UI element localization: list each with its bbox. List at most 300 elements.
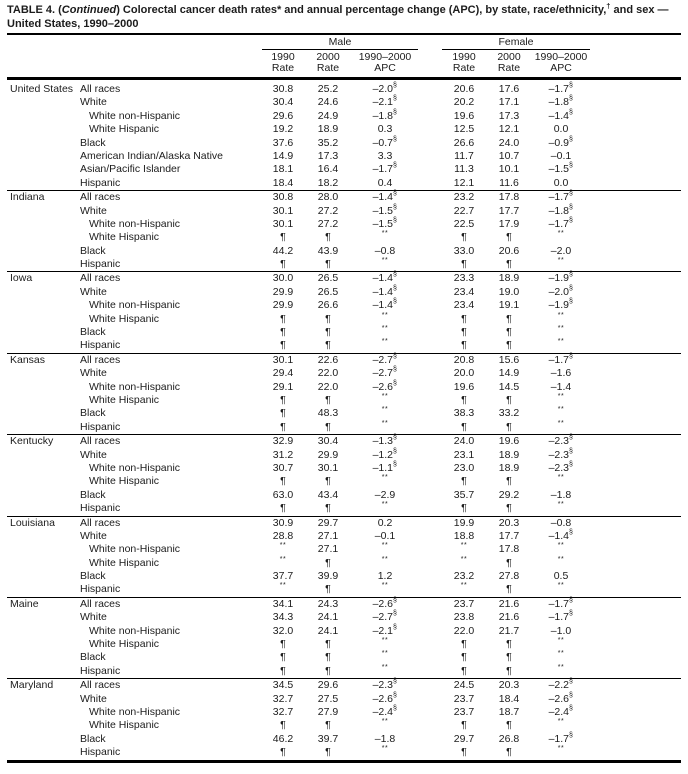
value-cell — [262, 557, 304, 570]
value-cell: 12.1 — [453, 176, 475, 189]
value-cell: 22.0 — [317, 367, 339, 380]
row-filler — [590, 435, 681, 448]
race-ethnicity-label: White non-Hispanic — [89, 461, 181, 474]
state-name-cell — [8, 421, 80, 434]
column-gap — [418, 611, 442, 624]
double-asterisk-footnote-symbol: ** — [381, 338, 389, 346]
value-cell: ¶ — [280, 638, 286, 651]
value-cell: 10.1 — [498, 163, 520, 176]
value-cell — [532, 557, 590, 570]
column-gap — [418, 367, 442, 380]
male-group-header: Male — [262, 37, 418, 50]
value-cell — [262, 583, 304, 596]
value-cell: ¶ — [461, 475, 467, 488]
race-ethnicity-label: American Indian/Alaska Native — [80, 149, 223, 162]
column-gap — [418, 218, 442, 231]
value-cell: 30.1 — [317, 461, 339, 474]
row-filler — [590, 96, 681, 109]
value-cell: 35.2 — [317, 136, 339, 149]
column-gap — [418, 502, 442, 515]
double-asterisk-footnote-symbol: ** — [557, 311, 565, 319]
value-cell: –2.0§ — [372, 82, 398, 95]
value-cell: 0.0 — [553, 123, 569, 136]
section-footnote-symbol: § — [393, 284, 398, 292]
value-cell: ¶ — [461, 420, 467, 433]
race-ethnicity-label: All races — [80, 83, 121, 95]
value-cell: 19.6 — [498, 435, 520, 448]
value-cell: –1.7§ — [548, 82, 574, 95]
section-footnote-symbol: § — [569, 190, 574, 198]
table-row — [7, 557, 681, 570]
table-row — [7, 313, 681, 326]
value-cell: ¶ — [461, 231, 467, 244]
section-footnote-symbol: § — [569, 678, 574, 686]
table-row — [7, 367, 681, 380]
value-cell: 27.1 — [317, 543, 339, 556]
table-row — [7, 502, 681, 515]
value-cell: 23.4 — [453, 285, 475, 298]
value-cell: 10.7 — [498, 149, 520, 162]
section-footnote-symbol: § — [569, 434, 574, 442]
state-name-cell — [8, 449, 80, 462]
table-row — [7, 435, 681, 448]
value-cell: 3.3 — [377, 149, 393, 162]
table-row — [7, 110, 681, 123]
race-ethnicity-label: Black — [80, 651, 106, 664]
column-gap — [418, 407, 442, 420]
section-footnote-symbol: § — [393, 434, 398, 442]
row-filler — [590, 272, 681, 285]
column-gap — [418, 258, 442, 271]
title-continued-italic: Continued — [61, 4, 117, 16]
double-asterisk-footnote-symbol: ** — [557, 555, 565, 563]
value-cell: 27.2 — [317, 217, 339, 230]
race-ethnicity-label: Black — [80, 326, 106, 339]
title-text: and sex — — [610, 4, 669, 16]
value-cell: ¶ — [506, 651, 512, 664]
race-ethnicity-label: Hispanic — [80, 339, 121, 352]
table-row — [7, 299, 681, 312]
value-cell: 20.3 — [498, 516, 520, 529]
column-gap — [418, 326, 442, 339]
state-name-cell — [8, 530, 80, 543]
value-cell — [352, 543, 418, 556]
section-footnote-symbol: § — [569, 82, 574, 89]
table-row — [7, 258, 681, 271]
value-cell: –0.1 — [374, 529, 396, 542]
value-cell: 16.4 — [317, 163, 339, 176]
row-filler — [590, 177, 681, 190]
value-cell: ¶ — [506, 664, 512, 677]
value-cell: –2.7§ — [372, 610, 398, 624]
value-cell: 17.8 — [498, 191, 520, 204]
value-cell: 30.9 — [272, 516, 294, 529]
value-cell: 19.0 — [498, 285, 520, 298]
value-cell — [352, 583, 418, 596]
value-cell: ¶ — [506, 258, 512, 271]
row-filler — [590, 475, 681, 488]
value-cell: –1.8 — [550, 488, 572, 501]
column-gap — [418, 339, 442, 352]
column-gap — [418, 651, 442, 664]
state-name-cell — [8, 706, 80, 719]
value-cell: 34.5 — [272, 679, 294, 692]
value-cell: 21.6 — [498, 597, 520, 610]
title-text: ) Colorectal cancer death rates* and annual percentage change (APC), by state, race/ethnicity, — [116, 4, 607, 16]
section-footnote-symbol: § — [393, 623, 398, 631]
row-filler — [590, 449, 681, 462]
value-cell: 26.5 — [317, 285, 339, 298]
value-cell: 23.7 — [453, 705, 475, 718]
value-cell: ¶ — [325, 339, 331, 352]
value-cell: –1.0 — [550, 624, 572, 637]
value-cell: 21.7 — [498, 624, 520, 637]
double-asterisk-footnote-symbol: ** — [557, 338, 565, 346]
value-cell: –1.8§ — [372, 108, 398, 122]
section-footnote-symbol: § — [569, 298, 574, 306]
state-name-cell — [8, 502, 80, 515]
value-cell: 23.8 — [453, 611, 475, 624]
table-row — [7, 693, 681, 706]
value-cell: –2.4§ — [372, 704, 398, 718]
value-cell — [532, 258, 590, 271]
state-group — [7, 435, 681, 515]
double-asterisk-footnote-symbol: ** — [460, 555, 468, 563]
value-cell: 32.7 — [272, 705, 294, 718]
state-name-cell: Kentucky — [10, 435, 54, 448]
double-asterisk-footnote-symbol: ** — [557, 419, 565, 427]
section-footnote-symbol: § — [569, 528, 574, 536]
table-row — [7, 665, 681, 678]
value-cell: 29.6 — [272, 109, 294, 122]
section-footnote-symbol: § — [569, 203, 574, 211]
race-ethnicity-label: Hispanic — [80, 746, 121, 759]
value-cell: 20.6 — [498, 244, 520, 257]
table-row — [7, 570, 681, 583]
value-cell — [532, 421, 590, 434]
section-footnote-symbol: § — [393, 691, 398, 699]
column-gap — [418, 489, 442, 502]
state-name-cell — [8, 570, 80, 583]
state-name-cell — [8, 462, 80, 475]
value-cell: –1.4§ — [372, 190, 398, 204]
value-cell: –2.6§ — [372, 691, 398, 705]
table-row — [7, 598, 681, 611]
value-cell: –2.7§ — [372, 366, 398, 380]
value-cell: 11.6 — [499, 176, 519, 189]
value-cell: 26.6 — [453, 136, 475, 149]
column-gap — [418, 381, 442, 394]
value-cell: –2.6§ — [548, 691, 574, 705]
value-cell: 23.3 — [453, 272, 475, 285]
column-gap — [418, 679, 442, 692]
state-group — [7, 191, 681, 271]
col-year: 1990 — [271, 51, 295, 63]
row-filler — [590, 517, 681, 530]
value-cell: –2.7§ — [372, 352, 398, 366]
row-filler — [590, 205, 681, 218]
value-cell: 23.2 — [453, 191, 475, 204]
race-ethnicity-label: Black — [80, 732, 106, 745]
col-unit: Rate — [497, 62, 521, 74]
value-cell: 17.3 — [317, 149, 339, 162]
value-cell: ¶ — [280, 258, 286, 271]
section-footnote-symbol: § — [569, 135, 574, 143]
double-asterisk-footnote-symbol: ** — [381, 637, 389, 645]
value-cell: ¶ — [325, 583, 331, 596]
race-ethnicity-label: White — [80, 529, 107, 542]
value-cell: 20.2 — [453, 96, 475, 109]
value-cell — [532, 475, 590, 488]
section-footnote-symbol: § — [569, 460, 574, 468]
value-cell: ¶ — [506, 339, 512, 352]
section-footnote-symbol: § — [569, 162, 574, 170]
state-group — [7, 83, 681, 190]
value-cell: –2.0§ — [548, 284, 574, 298]
race-ethnicity-label: Hispanic — [80, 176, 121, 189]
state-name-cell: Maryland — [10, 679, 54, 692]
value-cell — [352, 475, 418, 488]
table-row — [7, 625, 681, 638]
value-cell: ¶ — [506, 746, 512, 759]
state-name-cell — [8, 557, 80, 570]
section-footnote-symbol: § — [569, 704, 574, 712]
section-footnote-symbol: § — [569, 284, 574, 292]
value-cell: ¶ — [506, 638, 512, 651]
value-cell: –0.8 — [550, 516, 572, 529]
column-gap — [418, 530, 442, 543]
state-name-cell — [8, 367, 80, 380]
value-cell: –2.6§ — [372, 596, 398, 610]
value-cell: 48.3 — [317, 407, 339, 420]
column-gap — [418, 245, 442, 258]
value-cell: –2.3§ — [548, 447, 574, 461]
row-filler — [590, 598, 681, 611]
table-row — [7, 354, 681, 367]
value-cell: 17.6 — [498, 83, 520, 95]
column-gap — [418, 693, 442, 706]
male-apc-header — [352, 52, 418, 74]
value-cell: ¶ — [506, 326, 512, 339]
race-ethnicity-label: White — [80, 367, 107, 380]
state-name-cell — [8, 719, 80, 732]
row-filler — [590, 407, 681, 420]
state-name-cell — [8, 177, 80, 190]
value-cell — [262, 543, 304, 556]
column-gap — [418, 110, 442, 123]
race-ethnicity-label: White Hispanic — [89, 393, 160, 406]
value-cell — [532, 231, 590, 244]
section-footnote-symbol: § — [569, 731, 574, 739]
value-cell: –2.1§ — [372, 95, 398, 109]
value-cell: 24.0 — [498, 136, 520, 149]
state-name-cell — [8, 123, 80, 136]
value-cell: ¶ — [280, 502, 286, 515]
row-filler — [590, 679, 681, 692]
table-row — [7, 231, 681, 244]
value-cell: ¶ — [506, 475, 512, 488]
value-cell: –2.2§ — [548, 678, 574, 692]
col-year: 2000 — [497, 51, 521, 63]
male-1990-rate-header — [262, 52, 304, 74]
double-asterisk-footnote-symbol: ** — [557, 474, 565, 482]
table-title — [7, 1, 681, 31]
col-year: 2000 — [316, 51, 340, 63]
value-cell: ¶ — [325, 231, 331, 244]
double-asterisk-footnote-symbol: ** — [381, 325, 389, 333]
value-cell: –1.8 — [374, 732, 396, 745]
table-row — [7, 191, 681, 204]
value-cell: 11.3 — [454, 163, 474, 176]
value-cell: 24.6 — [317, 96, 339, 109]
row-filler — [590, 693, 681, 706]
value-cell: 46.2 — [272, 732, 294, 745]
value-cell: 20.3 — [498, 679, 520, 692]
section-footnote-symbol: § — [393, 678, 398, 686]
row-filler — [590, 381, 681, 394]
value-cell: 18.4 — [272, 176, 294, 189]
section-footnote-symbol: § — [393, 460, 398, 468]
race-ethnicity-label: Black — [80, 570, 106, 583]
row-filler — [590, 394, 681, 407]
column-gap — [418, 421, 442, 434]
row-filler — [590, 313, 681, 326]
value-cell: 30.1 — [272, 204, 294, 217]
state-name-cell — [8, 339, 80, 352]
value-cell: ¶ — [506, 719, 512, 732]
value-cell: 27.2 — [317, 204, 339, 217]
race-ethnicity-label: Black — [80, 488, 106, 501]
value-cell — [352, 651, 418, 664]
value-cell: 19.6 — [453, 380, 475, 393]
race-ethnicity-label: All races — [80, 435, 121, 448]
table-row — [7, 517, 681, 530]
table-row — [7, 449, 681, 462]
value-cell: ¶ — [325, 638, 331, 651]
value-cell: ¶ — [280, 664, 286, 677]
value-cell: 1.2 — [377, 570, 393, 583]
value-cell — [532, 583, 590, 596]
state-name-cell — [8, 625, 80, 638]
race-ethnicity-label: All races — [80, 597, 121, 610]
value-cell: 0.4 — [377, 176, 393, 189]
state-name-cell — [8, 110, 80, 123]
state-name-cell — [8, 150, 80, 163]
value-cell: ¶ — [280, 420, 286, 433]
state-name-cell — [8, 163, 80, 176]
value-cell: ¶ — [280, 746, 286, 759]
state-name-cell — [8, 693, 80, 706]
value-cell: 18.2 — [317, 176, 339, 189]
value-cell — [352, 258, 418, 271]
col-unit: Rate — [452, 62, 476, 74]
section-footnote-symbol: § — [569, 352, 574, 360]
section-footnote-symbol: § — [393, 95, 398, 103]
section-footnote-symbol: § — [393, 366, 398, 374]
value-cell: ¶ — [325, 556, 331, 569]
value-cell: ¶ — [280, 719, 286, 732]
value-cell: ¶ — [461, 664, 467, 677]
value-cell: 43.4 — [317, 488, 339, 501]
table-row — [7, 177, 681, 190]
state-name-cell — [8, 245, 80, 258]
column-gap — [418, 354, 442, 367]
col-unit: APC — [374, 62, 396, 74]
value-cell — [532, 543, 590, 556]
value-cell — [442, 543, 486, 556]
race-ethnicity-label: White Hispanic — [89, 719, 160, 732]
value-cell: 23.7 — [453, 597, 475, 610]
race-ethnicity-label: White Hispanic — [89, 475, 160, 488]
column-gap — [418, 665, 442, 678]
value-cell: 0.3 — [377, 123, 393, 136]
value-cell: 29.7 — [317, 516, 339, 529]
value-cell: ¶ — [461, 746, 467, 759]
value-cell: –2.3§ — [372, 678, 398, 692]
value-cell: 28.8 — [272, 529, 294, 542]
table-row — [7, 421, 681, 434]
section-footnote-symbol: § — [569, 691, 574, 699]
row-filler — [590, 557, 681, 570]
value-cell: ¶ — [461, 502, 467, 515]
value-cell: ¶ — [280, 312, 286, 325]
title-rule — [7, 33, 681, 35]
state-name-cell — [8, 638, 80, 651]
table-row — [7, 245, 681, 258]
section-footnote-symbol: § — [393, 298, 398, 306]
value-cell: –1.7§ — [548, 596, 574, 610]
value-cell: 18.9 — [498, 272, 520, 285]
value-cell: 34.3 — [272, 611, 294, 624]
row-filler — [590, 570, 681, 583]
race-ethnicity-label: White non-Hispanic — [89, 624, 181, 637]
value-cell: 0.2 — [377, 516, 393, 529]
value-cell: –1.7§ — [548, 352, 574, 366]
section-footnote-symbol: § — [569, 95, 574, 103]
table-row — [7, 638, 681, 651]
section-footnote-symbol: § — [393, 135, 398, 143]
value-cell — [532, 746, 590, 759]
value-cell: 26.8 — [498, 732, 520, 745]
value-cell: 17.7 — [498, 204, 520, 217]
value-cell: –1.7§ — [548, 216, 574, 230]
row-filler — [590, 299, 681, 312]
column-gap — [418, 150, 442, 163]
value-cell — [352, 746, 418, 759]
value-cell: ¶ — [506, 231, 512, 244]
double-asterisk-footnote-symbol: ** — [381, 419, 389, 427]
value-cell: 27.9 — [317, 705, 339, 718]
value-cell — [352, 502, 418, 515]
row-filler — [590, 611, 681, 624]
value-cell: 27.1 — [317, 529, 339, 542]
value-cell: 0.0 — [553, 176, 569, 189]
table-bottom-rule — [7, 760, 681, 763]
value-cell: –0.9§ — [548, 135, 574, 149]
value-cell: –1.4§ — [548, 108, 574, 122]
race-ethnicity-label: All races — [80, 272, 121, 285]
double-asterisk-footnote-symbol: ** — [381, 501, 389, 509]
value-cell: 12.1 — [498, 123, 520, 136]
race-ethnicity-label: Hispanic — [80, 664, 121, 677]
state-name-cell — [8, 137, 80, 150]
race-ethnicity-label: All races — [80, 191, 121, 204]
column-gap — [418, 205, 442, 218]
value-cell: –1.2§ — [372, 447, 398, 461]
column-gap — [418, 543, 442, 556]
value-cell: 18.9 — [317, 123, 339, 136]
race-ethnicity-label: White Hispanic — [89, 231, 160, 244]
